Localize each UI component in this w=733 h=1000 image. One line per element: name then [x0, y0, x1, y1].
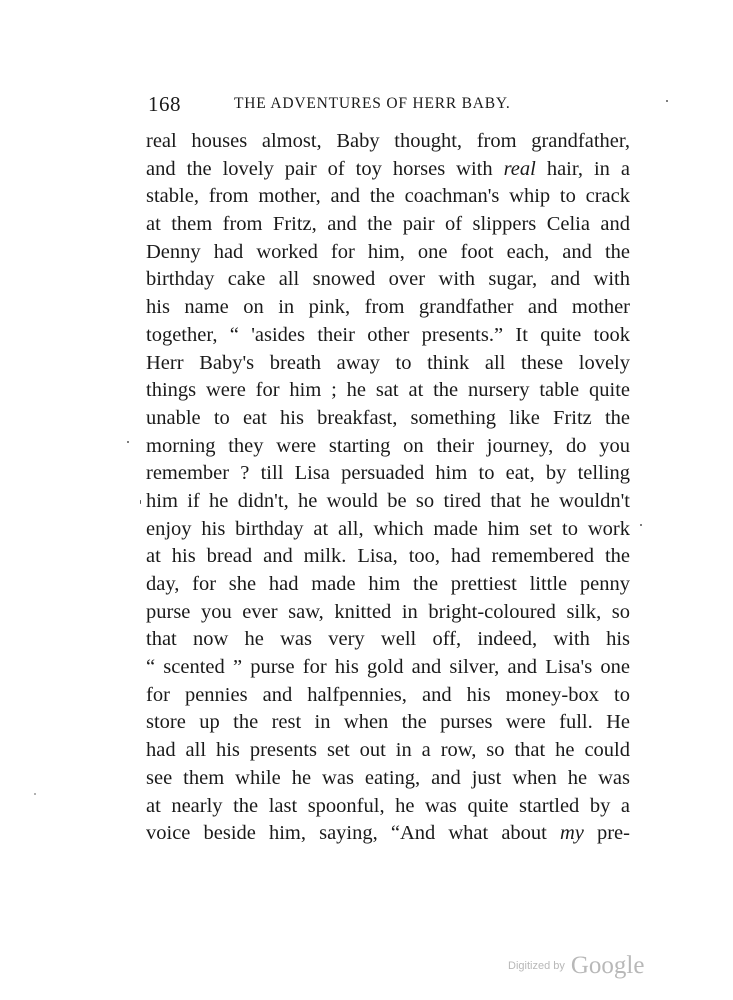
text-segment: birthday cake all snowed over with sugar, and with [146, 268, 630, 291]
digitized-watermark [508, 952, 644, 980]
text-line [146, 350, 630, 378]
text-segment: hair, in a [535, 157, 630, 180]
text-segment: day, for she had made him the prettiest little penny [146, 573, 630, 595]
text-segment: pre- [583, 822, 630, 845]
italic-text: my [559, 822, 584, 845]
text-segment: remember ? till Lisa persuaded him to eat, by telling [146, 462, 630, 485]
text-line [146, 405, 630, 433]
text-segment: stable, from mother, and the coachman's whip to crack [146, 185, 630, 208]
scan-speck [34, 793, 36, 795]
text-line [146, 709, 630, 737]
text-segment: him if he didn't, he would be so tired that he wouldn't [146, 489, 630, 512]
italic-text: real [503, 157, 536, 180]
google-logo: Google [570, 952, 645, 979]
text-segment: morning they were starting on their journey, do you [146, 434, 630, 457]
text-segment: unable to eat his breakfast, something like Fritz the [146, 406, 630, 429]
text-segment: enjoy his birthday at all, which made him set to work [146, 517, 630, 540]
running-head: THE ADVENTURES OF HERR BABY. [234, 95, 511, 112]
text-segment: that now he was very well off, indeed, with his [146, 628, 630, 651]
text-line [146, 377, 630, 405]
text-segment: at his bread and milk. Lisa, too, had remembered the [146, 545, 630, 568]
text-segment: real houses almost, Baby thought, from grandfather, [146, 130, 630, 152]
text-line [146, 654, 630, 682]
page-number: 168 [148, 92, 181, 116]
text-line [146, 294, 630, 322]
text-segment: at them from Fritz, and the pair of slippers Celia and [146, 213, 630, 236]
page-header [148, 92, 628, 116]
watermark-prefix: Digitized by [508, 960, 565, 972]
text-line [146, 322, 630, 350]
text-line [146, 737, 630, 765]
text-segment: “ scented ” purse for his gold and silver, and Lisa's one [146, 656, 630, 679]
text-segment: together, “ 'asides their other presents.” It quite took [146, 323, 630, 346]
text-segment: things were for him ; he sat at the nursery table quite [146, 379, 630, 402]
text-line [146, 543, 630, 571]
text-line [146, 128, 630, 156]
text-line [146, 433, 630, 461]
text-segment: Denny had worked for him, one foot each, and the [146, 240, 630, 263]
text-line [146, 571, 630, 599]
text-line [146, 239, 630, 267]
text-segment: voice beside him, saying, “And what about [146, 822, 560, 845]
text-line [146, 682, 630, 710]
text-line [146, 626, 630, 654]
text-segment: and the lovely pair of toy horses with [146, 157, 504, 180]
text-line [146, 516, 630, 544]
body-text [146, 128, 630, 848]
text-line [146, 488, 630, 516]
text-segment: see them while he was eating, and just when he was [146, 766, 630, 789]
text-line [146, 266, 630, 294]
scan-speck [140, 500, 141, 504]
text-line [146, 765, 630, 793]
text-segment: store up the rest in when the purses were full. He [146, 711, 630, 734]
text-segment: at nearly the last spoonful, he was quite startled by a [146, 794, 630, 817]
text-segment: for pennies and halfpennies, and his money-box to [146, 683, 630, 706]
text-line [146, 211, 630, 239]
text-segment: Herr Baby's breath away to think all these lovely [146, 351, 630, 374]
text-line [146, 156, 630, 184]
text-segment: his name on in pink, from grandfather and mother [146, 296, 630, 319]
text-line [146, 793, 630, 821]
scan-speck [640, 524, 642, 526]
text-line [146, 820, 630, 848]
text-segment: purse you ever saw, knitted in bright-coloured silk, so [146, 600, 630, 623]
text-line [146, 460, 630, 488]
scan-speck [666, 100, 668, 102]
text-segment: had all his presents set out in a row, so that he could [146, 739, 630, 762]
scan-speck [127, 441, 129, 443]
text-line [146, 599, 630, 627]
text-line [146, 183, 630, 211]
